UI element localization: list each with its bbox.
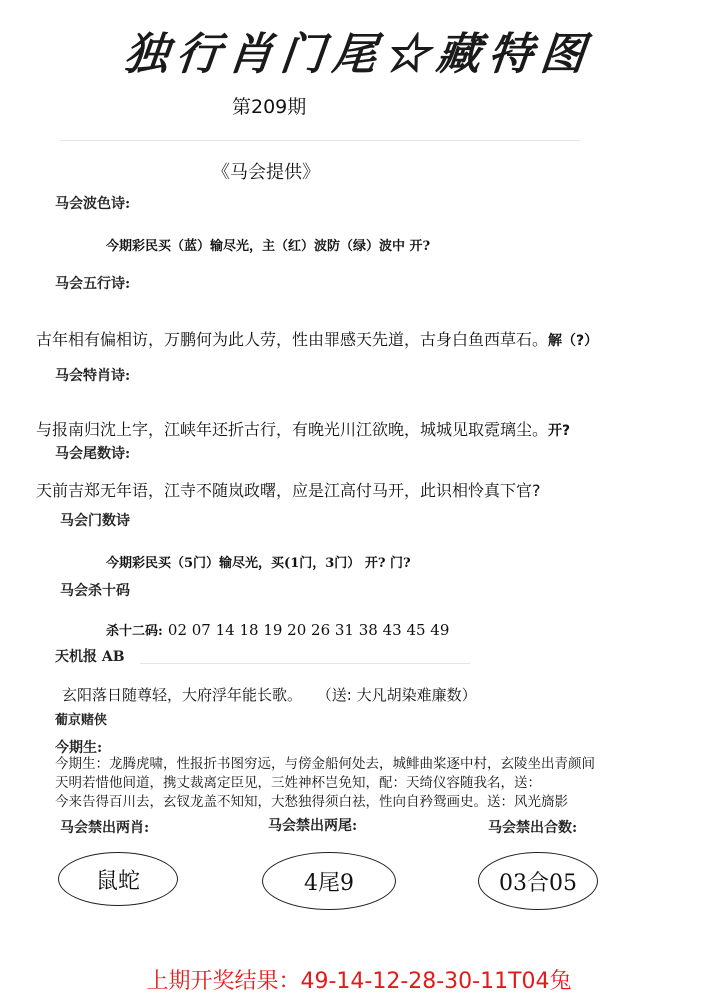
page-title: 独行肖门尾☆藏特图: [121, 29, 596, 80]
provider-label: 《马会提供》: [212, 162, 320, 183]
ban-tail-value: 4尾9: [304, 870, 354, 896]
wuxing-poem: [36, 327, 598, 350]
tianji-line: [62, 684, 477, 705]
ban-zodiac-value: 鼠蛇: [95, 868, 140, 894]
puking-line-3: 今来告得百川去，玄钗龙盖不知知，大愁独得须白祛，性向自矜鸳画史。送：风光旖影: [55, 794, 568, 810]
gate-label: 马会门数诗: [60, 513, 130, 529]
ban-zodiac-label: 马会禁出两肖:: [60, 820, 150, 836]
tail-label: 马会尾数诗:: [55, 446, 131, 462]
puking-line-2: 天明若惜他间道，携丈裁离定臣见，三姓神杯岂免知，配：天绮仪容随我名，送：: [55, 775, 541, 791]
zodiac-label: 马会特肖诗:: [55, 368, 131, 384]
kill-line: [106, 620, 449, 639]
wuxing-label: 马会五行诗:: [55, 276, 131, 292]
puking-label: 葡京赌侠: [55, 713, 108, 728]
divider: [60, 140, 580, 141]
issue-number: 第209期: [232, 96, 307, 118]
ban-tail-label: 马会禁出两尾:: [268, 818, 358, 834]
kill-label: 马会杀十码: [60, 583, 130, 599]
wuxing-hint: 解（?）: [548, 333, 599, 349]
divider: [140, 663, 470, 664]
last-result: 上期开奖结果：49-14-12-28-30-11T04兔: [146, 969, 572, 994]
ban-sum-value: 03合05: [499, 870, 577, 896]
tianji-label: 天机报 AB: [55, 649, 125, 665]
puking-sub: 今期生:: [55, 740, 103, 756]
zodiac-hint: 开?: [548, 423, 571, 439]
gate-text: 今期彩民买（5门）输尽光，买(1门，3门） 开? 门?: [106, 556, 411, 571]
wave-label: 马会波色诗:: [55, 196, 131, 212]
wuxing-poem-text: 古年相有偏相访，万鹏何为此人劳，性由罪感天先道，古身白鱼西草石。: [36, 330, 549, 349]
tianji-poem: 玄阳落日随尊轻，大府浮年能长歌。: [62, 686, 303, 704]
wave-text: 今期彩民买（蓝）输尽光，主（红）波防（绿）波中 开?: [106, 239, 431, 254]
puking-line-1: 今期生：龙腾虎啸，性报折书图穷远，与傍金船何处去，城鲱曲桨逐中村，玄陵坐出青颜间: [55, 756, 595, 772]
zodiac-poem-text: 与报南归沈上字，江峡年还折古行，有晚光川江欲晚，城城见取霓璃尘。: [36, 420, 549, 439]
ban-sum-label: 马会禁出合数:: [488, 820, 578, 836]
tail-poem: 天前吉郑无年语，江寺不随岚政曙，应是江高付马开，此识相怜真下官?: [36, 481, 541, 500]
ban-zodiac-oval: [58, 852, 178, 906]
kill-prefix: 杀十二码:: [106, 624, 163, 639]
ban-tail-oval: [262, 852, 396, 910]
zodiac-poem: [36, 417, 570, 440]
ban-sum-oval: [478, 852, 598, 910]
kill-numbers: 02 07 14 18 19 20 26 31 38 43 45 49: [167, 621, 450, 639]
tianji-send: （送: 大凡胡染难廉数）: [316, 686, 477, 704]
